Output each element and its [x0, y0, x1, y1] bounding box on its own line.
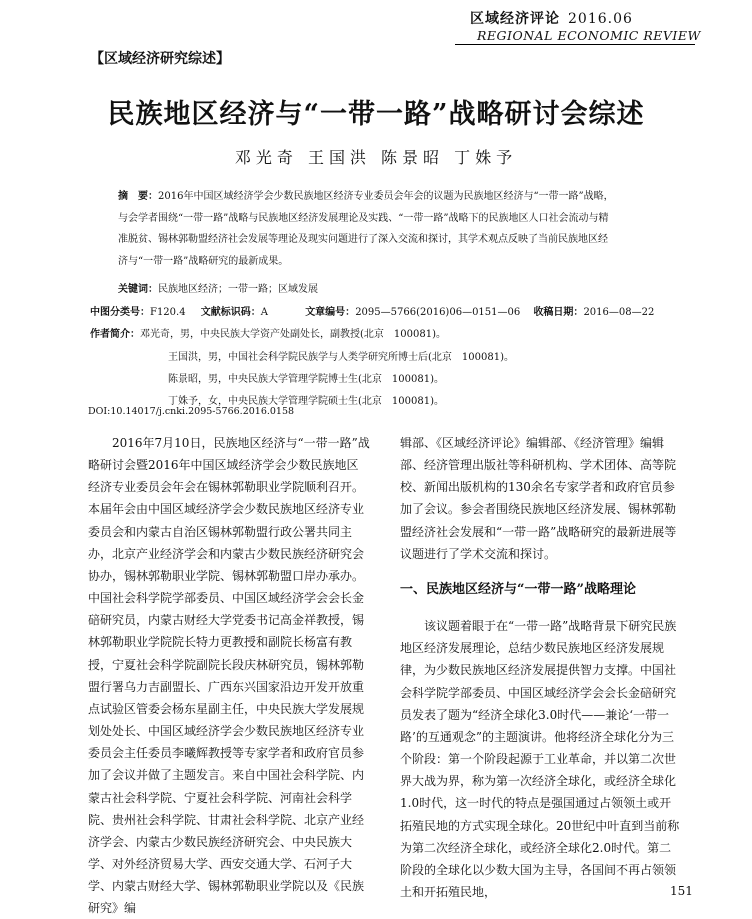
article-number: 2095—5766(2016)06—0151—06 — [355, 307, 521, 318]
keywords-text: 民族地区经济；一带一路；区域发展 — [158, 284, 318, 295]
clc-number: F120.4 — [150, 307, 186, 318]
body-paragraph: 2016年7月10日，民族地区经济与“一带一路”战略研讨会暨2016年中国区域经济学会少数民族地区经济专业委员会年会在锡林郭勒职业学院顺利召开。本届年会由中国区域经济学会少数民族地区经济专业委员会和内蒙古自治区锡林郭勒盟行政公署共同主办，北京产业经济学会和内蒙古少数民族经济研究会协办，锡林郭勒职业学院、锡林郭勒盟口岸办承办。中国社会科学院学部委员、中国区域经济学会会长金碚研究员，内蒙古财经大学党委书记高金祥教授，锡林郭勒职业学院院长特力更教授和副院长杨富有教授，宁夏社会科学院副院长段庆林研究员，锡林郭勒盟行署乌力吉副盟长、广西东兴国家沿边开发开放重点试验区管委会杨东星副主任，中央民族大学发展规划处处长、中国区域经济学会少数民族地区经济专业委员会主任委员李曦辉教授等专家学者和政府官员参加了会议并做了主题发言。来自中国社会科学院、内蒙古社会科学院、宁夏社会科学院、河南社会科学院、贵州社会科学院、甘肃社会科学院、北京产业经济学会、内蒙古少数民族经济研究会、中央民族大学、对外经济贸易大学、西安交通大学、石河子大学、内蒙古财经大学、锡林郭勒职业学院以及《民族研究》编 — [88, 436, 370, 916]
body-column-left — [88, 432, 370, 919]
journal-name-en: REGIONAL ECONOMIC REVIEW — [477, 28, 701, 43]
body-paragraph: 该议题着眼于在“一带一路”战略背景下研究民族地区经济发展理论，总结少数民族地区经济发展规律，为少数民族地区经济发展提供智力支撑。中国社会科学院学部委员、中国区域经济学会会长金碚研究员发表了题为“经济全球化3.0时代——兼论‘一带一路’的互通观念”的主题演讲。他将经济全球化分为三个阶段：第一个阶段起源于工业革命，并以第二次世界大战为界，称为第一次经济全球化，或经济全球化1.0时代，这一时代的特点是强国通过占领领土或开拓殖民地的方式实现全球化。20世纪中叶直到当前称为第二次经济全球化，或经济全球化2.0时代。第二阶段的全球化以少数大国为主导，各国间不再占领领土和开拓殖民地， — [400, 619, 680, 899]
keywords — [118, 280, 318, 295]
author-list: 邓光奇 王国洪 陈景昭 丁姝予 — [234, 148, 518, 167]
author-bio-label: 作者简介： — [90, 329, 140, 340]
section-heading: 一、民族地区经济与“一带一路”战略理论 — [400, 581, 636, 597]
body-paragraph: 辑部、《区域经济评论》编辑部、《经济管理》编辑部、经济管理出版社等科研机构、学术团体、高等院校、新闻出版机构的130余名专家学者和政府官员参加了会议。参会者围绕民族地区经济发展、锡林郭勒盟经济社会发展和“一带一路”战略研究的最新进展等议题进行了学术交流和探讨。 — [400, 436, 677, 561]
author-bio: 王国洪，男，中国社会科学院民族学与人类学研究所博士后(北京 100081)。 — [168, 352, 514, 363]
author-bio: 作者简介：邓光奇，男，中央民族大学资产处副处长，副教授(北京 100081)。 — [90, 329, 446, 340]
abstract-line: 与会学者围绕“一带一路”战略与民族地区经济发展理论及实践、“一带一路”战略下的民族地区人口社会流动与精 — [118, 212, 609, 224]
abstract-line: 准脱贫、锡林郭勒盟经济社会发展等理论及现实问题进行了深入交流和探讨，其学术观点反映了当前民族地区经 — [118, 234, 608, 246]
abstract-line: 济与“一带一路”战略研究的最新成果。 — [118, 256, 289, 268]
doi: DOI:10.14017/j.cnki.2095-5766.2016.0158 — [88, 406, 295, 417]
author-bio: 陈景昭，男，中央民族大学管理学院博士生(北京 100081)。 — [168, 374, 444, 385]
journal-header-cn — [470, 8, 633, 28]
keywords-label: 关键词： — [118, 284, 158, 295]
document-code: A — [260, 307, 268, 318]
classification-row: 中图分类号：F120.4 文献标识码：A 文章编号：2095—5766(2016)06—0151—06 收稿日期：2016—08—22 — [90, 307, 655, 318]
abstract-label: 摘 要： — [118, 191, 158, 202]
article-title: 民族地区经济与“一带一路”战略研讨会综述 — [107, 99, 645, 130]
abstract-line: 摘 要：2016年中国区域经济学会少数民族地区经济专业委员会年会的议题为民族地区经济与“一带一路”战略， — [118, 191, 614, 202]
received-date: 2016—08—22 — [583, 307, 655, 318]
section-label: 【区域经济研究综述】 — [90, 51, 230, 67]
author-bio: 丁姝予，女，中央民族大学管理学院硕士生(北京 100081)。 — [168, 396, 444, 407]
header-rule — [455, 44, 695, 45]
issue-year: 2016.06 — [568, 11, 633, 27]
body-column-right — [400, 432, 682, 903]
abstract — [118, 186, 678, 273]
page-number: 151 — [670, 884, 693, 898]
journal-name: 区域经济评论 — [470, 11, 560, 27]
